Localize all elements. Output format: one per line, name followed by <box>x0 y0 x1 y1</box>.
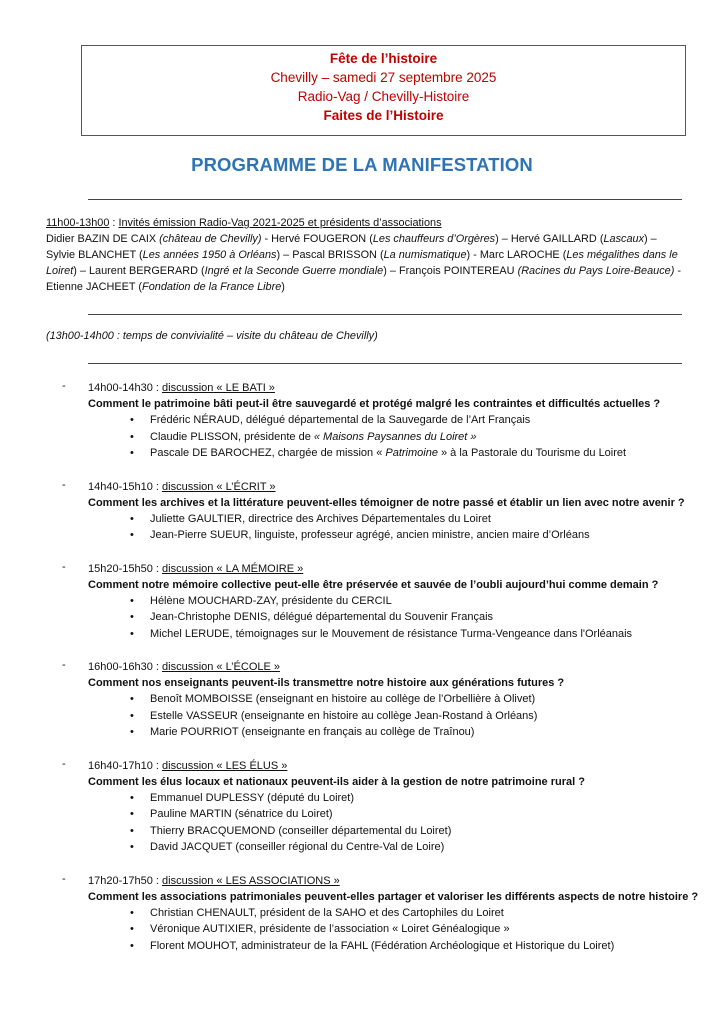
text-run: ) – Hervé GAILLARD ( <box>495 233 604 245</box>
speaker-item <box>130 445 724 462</box>
intro-time: 11h00-13h00 <box>46 217 110 229</box>
speaker-item <box>130 609 724 626</box>
divider <box>88 199 682 200</box>
italic-text: (Racines du Pays Loire-Beauce) <box>517 265 675 277</box>
session-sep: : <box>152 562 163 575</box>
event-title: Fête de l’histoire <box>329 51 438 66</box>
speaker-list <box>0 905 724 955</box>
text-run: Véronique AUTIXIER, présidente de l’association « Loiret Généalogique » <box>150 923 510 935</box>
bullet-icon: • <box>130 594 134 607</box>
speaker-item <box>130 905 724 922</box>
bullet-icon: • <box>130 841 134 853</box>
italic-text: Ingré et la Seconde Guerre mondiale <box>204 265 384 277</box>
text-run: Jean-Christophe DENIS, délégué départemental du Souvenir Français <box>150 611 494 623</box>
event-location-date: Chevilly – samedi 27 septembre 2025 <box>270 70 497 85</box>
bullet-icon: • <box>130 906 134 919</box>
sessions-list <box>0 380 724 971</box>
text-run: Michel LERUDE, témoignages sur le Mouvement de résistance Turma-Vengeance dans l'Orléanais <box>150 627 633 640</box>
session-time: 16h00-16h30 <box>88 661 153 673</box>
program-title: PROGRAMME DE LA MANIFESTATION <box>191 154 533 175</box>
text-run: ) – Pascal BRISSON ( <box>276 249 384 261</box>
session-sep: : <box>152 874 163 887</box>
session-block <box>0 561 724 643</box>
bullet-icon: • <box>130 808 134 820</box>
italic-text: (château de Chevilly) <box>159 233 262 245</box>
bullet-icon: • <box>130 824 134 837</box>
session-heading <box>88 659 724 675</box>
italic-text: Patrimoine <box>385 447 438 459</box>
text-run: ) <box>281 281 285 293</box>
text-run: ) – Sylvie BLANCHET ( <box>46 233 657 261</box>
intro-title: Invités émission Radio-Vag 2021-2025 et présidents d’associations <box>118 217 442 229</box>
speaker-item <box>130 839 724 856</box>
text-run: » à la Pastorale du Tourisme du Loiret <box>437 447 627 459</box>
break-note: (13h00-14h00 : temps de convivialité – visite du château de Chevilly) <box>46 330 378 342</box>
speaker-item <box>130 823 724 840</box>
session-time: 14h40-15h10 <box>88 480 153 493</box>
italic-text: « Maisons Paysannes du Loiret » <box>313 430 477 443</box>
text-run: Pascale DE BAROCHEZ, chargée de mission « <box>150 447 386 459</box>
session-question: Comment le patrimoine bâti peut-il être sauvegardé et protégé malgré les contraintes et difficultés actuelles ? <box>88 398 661 410</box>
speaker-item <box>130 790 724 807</box>
speaker-item <box>130 724 724 741</box>
divider <box>88 363 682 364</box>
session-topic: discussion « LES ASSOCIATIONS » <box>162 874 340 887</box>
speaker-item <box>130 806 724 823</box>
dash-marker: - <box>62 478 66 491</box>
session-topic: discussion « LE BATI » <box>162 382 275 394</box>
speaker-item <box>130 527 724 544</box>
italic-text: Fondation de la France Libre <box>142 281 282 293</box>
bullet-icon: • <box>130 512 134 525</box>
text-run: - Hervé FOUGERON ( <box>261 233 373 245</box>
session-question: Comment les élus locaux et nationaux peuvent-ils aider à la gestion de notre patrimoine rural ? <box>88 775 585 788</box>
bullet-icon: • <box>130 726 134 738</box>
event-header-box <box>81 45 686 136</box>
session-question: Comment les associations patrimoniales peuvent-elles partager et valoriser les différents aspects de notre histoire ? <box>88 890 699 903</box>
event-slogan: Faites de l’Histoire <box>323 108 444 123</box>
bullet-icon: • <box>130 529 134 541</box>
text-run: Juliette GAULTIER, directrice des Archives Départementales du Loiret <box>150 512 491 525</box>
text-run: Jean-Pierre SUEUR, linguiste, professeur agrégé, ancien ministre, ancien maire d’Orléans <box>150 529 590 541</box>
speaker-list <box>0 412 724 462</box>
bullet-icon: • <box>130 627 134 640</box>
bullet-icon: • <box>130 611 134 623</box>
dash-marker: - <box>62 872 66 885</box>
text-run: Thierry BRACQUEMOND (conseiller départemental du Loiret) <box>150 824 452 837</box>
speaker-list <box>0 511 724 544</box>
speaker-item <box>130 412 724 429</box>
session-sep: : <box>152 480 163 493</box>
bullet-icon: • <box>130 430 134 443</box>
event-organizers: Radio-Vag / Chevilly-Histoire <box>297 89 470 104</box>
speaker-item <box>130 921 724 938</box>
session-time: 15h20-15h50 <box>88 562 153 575</box>
text-run: Florent MOUHOT, administrateur de la FAHL (Fédération Archéologique et Historique du Loiret) <box>150 939 615 952</box>
intro-section <box>46 215 686 295</box>
session-heading <box>88 479 724 495</box>
session-heading <box>88 561 724 577</box>
speaker-item <box>130 626 724 643</box>
session-time: 16h40-17h10 <box>88 759 153 772</box>
intro-sep: : <box>109 217 119 229</box>
speaker-item <box>130 938 724 955</box>
session-sep: : <box>152 661 163 673</box>
bullet-icon: • <box>130 923 134 935</box>
session-sep: : <box>152 759 163 772</box>
speaker-item <box>130 708 724 725</box>
italic-text: Les années 1950 à Orléans <box>142 249 277 261</box>
text-run: Hélène MOUCHARD-ZAY, présidente du CERCIL <box>150 594 392 607</box>
text-run: ) – François POINTEREAU <box>383 265 518 277</box>
session-block <box>0 873 724 955</box>
session-heading <box>88 380 724 396</box>
session-topic: discussion « LA MÉMOIRE » <box>162 562 304 575</box>
speaker-item <box>130 429 724 446</box>
dash-marker: - <box>62 659 66 671</box>
session-block <box>0 380 724 462</box>
text-run: Didier BAZIN DE CAIX <box>46 233 160 245</box>
session-time: 17h20-17h50 <box>88 874 153 887</box>
italic-text: Les chauffeurs d’Orgères <box>372 233 496 245</box>
text-run: Christian CHENAULT, président de la SAHO et des Cartophiles du Loiret <box>150 906 504 919</box>
session-question: Comment nos enseignants peuvent-ils transmettre notre histoire aux générations futures ? <box>88 677 565 689</box>
bullet-icon: • <box>130 414 134 426</box>
dash-marker: - <box>62 757 66 770</box>
italic-text: Lascaux <box>603 233 645 245</box>
session-question: Comment les archives et la littérature peuvent-elles témoigner de notre passé et établir un lien avec notre avenir ? <box>88 496 685 509</box>
intro-heading <box>46 215 686 231</box>
bullet-icon: • <box>130 447 134 459</box>
session-question: Comment notre mémoire collective peut-elle être préservée et sauvée de l’oubli aujourd’hui comme demain ? <box>88 578 659 591</box>
italic-text: La numismatique <box>383 249 467 261</box>
text-run: Marie POURRIOT (enseignante en français au collège de Traînou) <box>150 726 475 738</box>
divider <box>88 314 682 315</box>
text-run: ) - Marc LAROCHE ( <box>466 249 567 261</box>
bullet-icon: • <box>130 939 134 952</box>
session-block <box>0 659 724 741</box>
speaker-item <box>130 511 724 528</box>
session-topic: discussion « LES ÉLUS » <box>162 759 288 772</box>
intro-guest-list <box>46 231 686 295</box>
text-run: Emmanuel DUPLESSY (député du Loiret) <box>150 791 355 804</box>
text-run: Estelle VASSEUR (enseignante en histoire au collège Jean-Rostand à Orléans) <box>150 709 538 722</box>
session-block <box>0 758 724 856</box>
bullet-icon: • <box>130 693 134 705</box>
dash-marker: - <box>62 380 66 392</box>
text-run: David JACQUET (conseiller régional du Centre-Val de Loire) <box>150 841 445 853</box>
text-run: ) – Laurent BERGERARD ( <box>73 265 205 277</box>
session-time: 14h00-14h30 <box>88 382 153 394</box>
session-heading <box>88 873 724 889</box>
text-run: - Etienne JACHEET ( <box>46 265 682 293</box>
text-run: Claudie PLISSON, présidente de <box>150 430 314 443</box>
dash-marker: - <box>62 560 66 573</box>
bullet-icon: • <box>130 791 134 804</box>
speaker-item <box>130 593 724 610</box>
text-run: Frédéric NÉRAUD, délégué départemental de la Sauvegarde de l’Art Français <box>150 414 531 426</box>
bullet-icon: • <box>130 709 134 722</box>
session-heading <box>88 758 724 774</box>
text-run: Benoît MOMBOISSE (enseignant en histoire au collège de l’Orbellière à Olivet) <box>150 693 536 705</box>
session-block <box>0 479 724 544</box>
session-topic: discussion « L’ÉCOLE » <box>162 661 281 673</box>
text-run: Pauline MARTIN (sénatrice du Loiret) <box>150 808 333 820</box>
speaker-list <box>0 691 724 741</box>
session-sep: : <box>152 382 163 394</box>
italic-text: Les mégalithes dans le Loiret <box>46 249 678 277</box>
speaker-item <box>130 691 724 708</box>
speaker-list <box>0 790 724 856</box>
speaker-list <box>0 593 724 643</box>
session-topic: discussion « L’ÉCRIT » <box>162 480 276 493</box>
